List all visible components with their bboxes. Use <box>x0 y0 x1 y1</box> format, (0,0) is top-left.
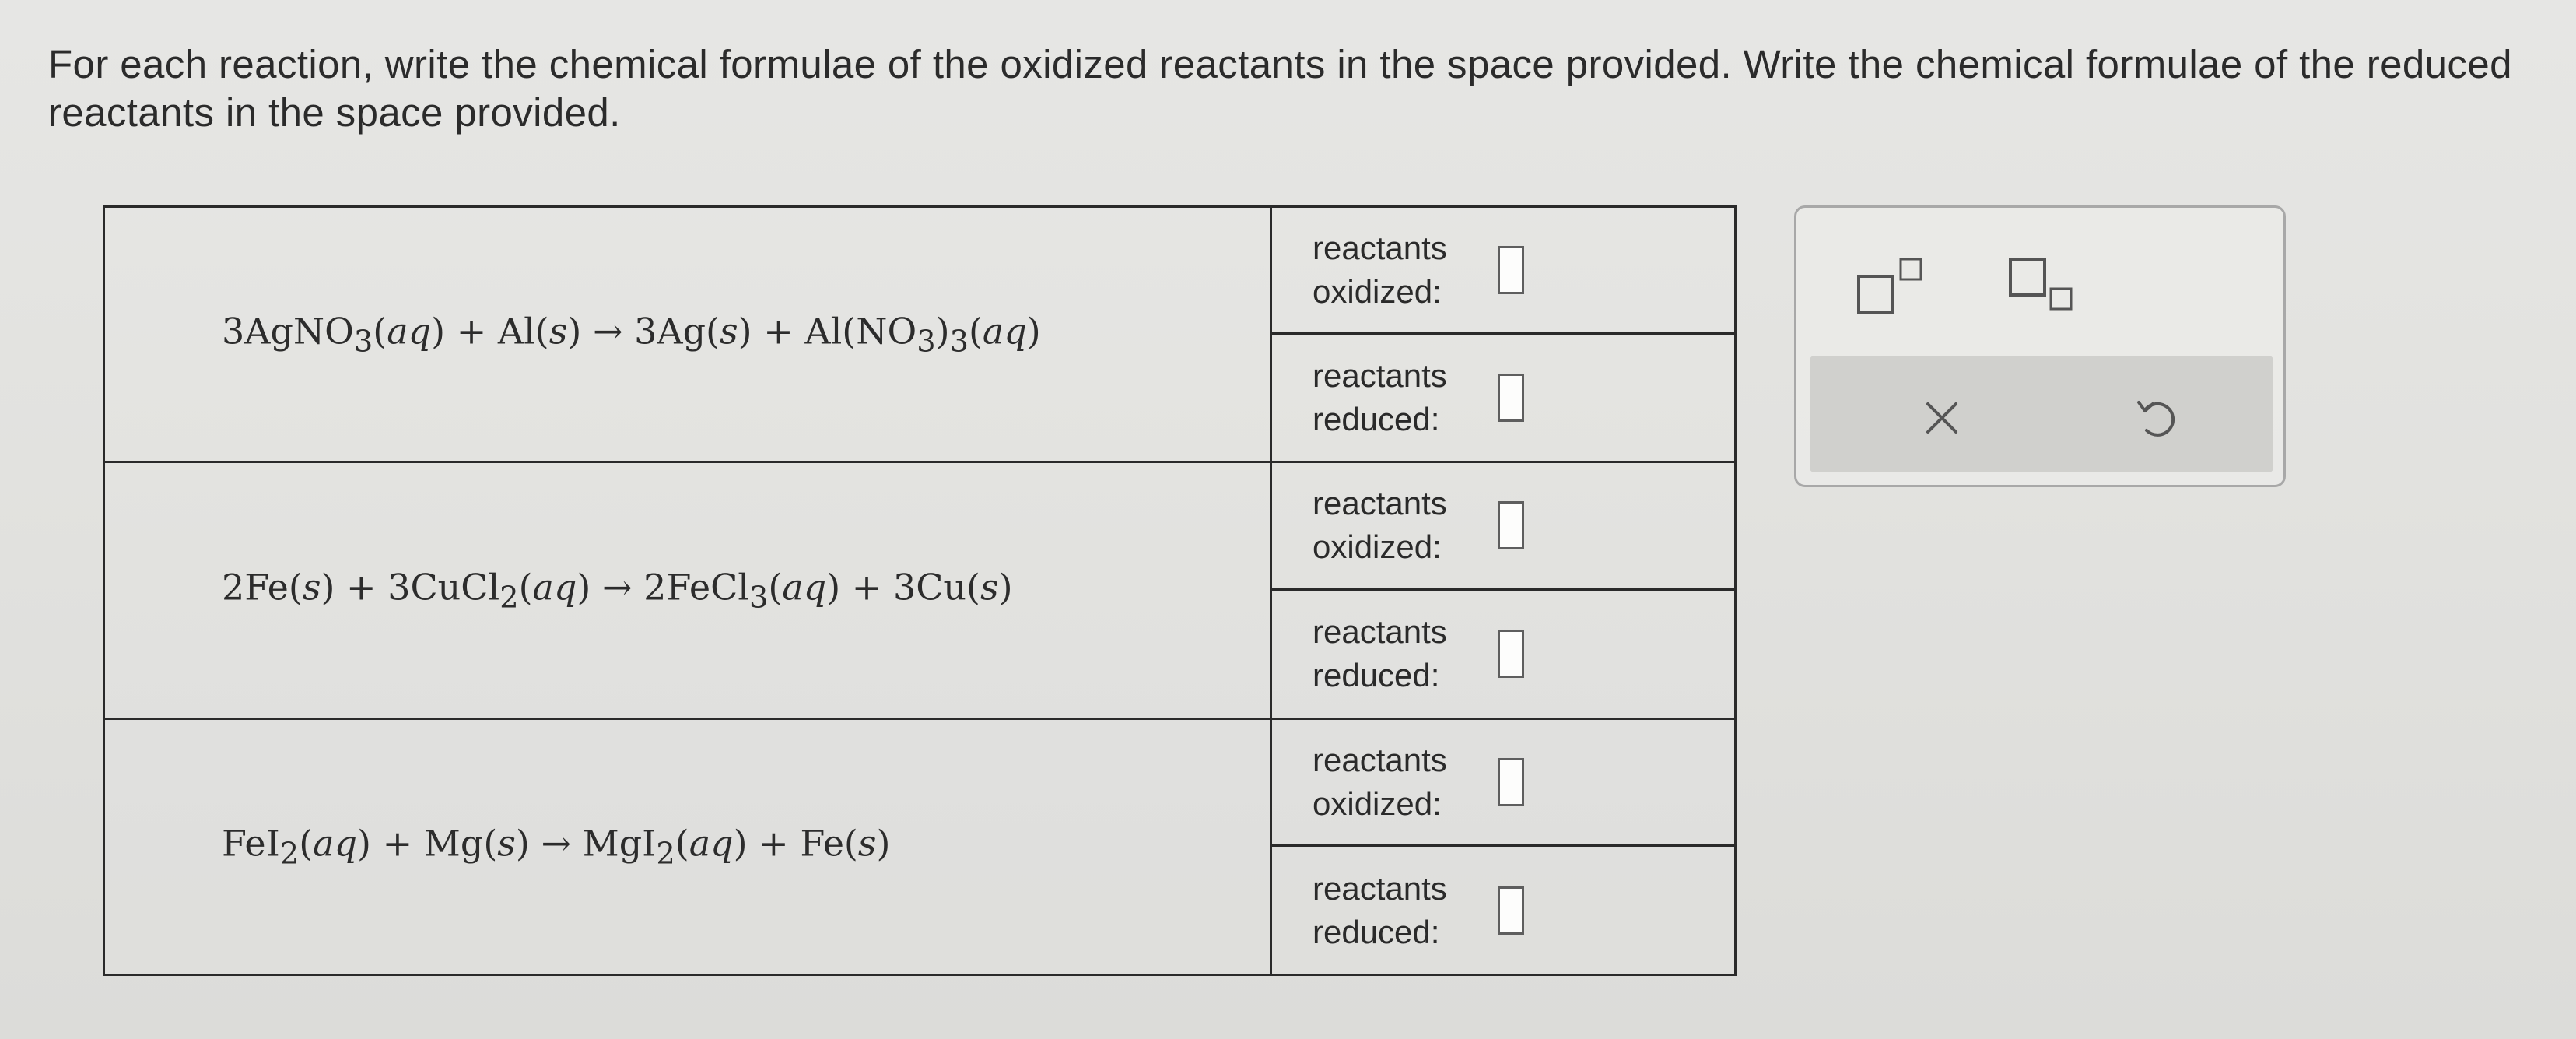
plus-sign: + <box>851 565 893 608</box>
reaction-arrow-icon: → <box>541 822 583 865</box>
equation-term: 3AgNO$_3$(aq) <box>222 309 446 360</box>
equation-cell <box>105 208 1272 461</box>
toolbar-actions <box>1810 356 2273 472</box>
reaction-2-equation <box>222 566 1013 615</box>
equation-term: FeI$_2$(aq) <box>222 822 371 872</box>
reaction-row-1 <box>105 208 1734 461</box>
oxidized-answer-cell <box>1272 208 1734 335</box>
reaction-1-reduced-input[interactable] <box>1498 374 1524 422</box>
subscript-button[interactable] <box>2003 254 2088 317</box>
oxidized-label: reactants oxidized: <box>1313 742 1447 822</box>
reduced-answer-cell <box>1272 847 1734 974</box>
reduced-answer-cell <box>1272 335 1734 462</box>
equation-term: 3CuCl$_2$(aq) <box>387 565 591 616</box>
reaction-1-oxidized-input[interactable] <box>1498 246 1524 294</box>
equation-term: Mg(s) <box>423 822 530 865</box>
close-icon <box>1911 387 1973 449</box>
superscript-button[interactable] <box>1851 254 1936 317</box>
superscript-icon <box>1851 254 1936 317</box>
reaction-row-3 <box>105 718 1734 974</box>
plus-sign: + <box>382 822 424 865</box>
plus-sign: + <box>759 822 801 865</box>
plus-sign: + <box>763 309 805 352</box>
oxidized-label: reactants oxidized: <box>1313 229 1447 310</box>
formula-toolbar <box>1794 205 2286 487</box>
plus-sign: + <box>346 565 388 608</box>
reaction-arrow-icon: → <box>592 309 635 352</box>
reaction-3-oxidized-input[interactable] <box>1498 758 1524 806</box>
reaction-2-oxidized-input[interactable] <box>1498 501 1524 549</box>
clear-button[interactable] <box>1911 387 1973 449</box>
equation-term: $Al(NO_3)_3(aq)$ <box>804 309 1041 360</box>
reaction-2-reduced-input[interactable] <box>1498 630 1524 678</box>
reduced-label: reactants reduced: <box>1313 869 1447 950</box>
equation-cell <box>105 463 1272 718</box>
reduced-label: reactants reduced: <box>1313 613 1447 694</box>
equation-term: 3Ag(s) <box>634 309 752 352</box>
equation-term: 2Fe(s) <box>222 565 335 608</box>
reaction-1-equation <box>222 310 1041 359</box>
reduced-label: reactants reduced: <box>1313 356 1447 437</box>
oxidized-answer-cell <box>1272 463 1734 591</box>
reaction-3-equation <box>222 822 890 871</box>
equation-term: 3Cu(s) <box>892 565 1013 608</box>
equation-term: Al(s) <box>497 309 582 352</box>
reaction-arrow-icon: → <box>602 565 644 608</box>
reaction-table <box>103 205 1737 976</box>
reduced-answer-cell <box>1272 591 1734 718</box>
plus-sign: + <box>456 309 498 352</box>
oxidized-answer-cell <box>1272 720 1734 847</box>
equation-term: 2FeCl$_3$(aq) <box>643 565 841 616</box>
oxidized-label: reactants oxidized: <box>1313 485 1447 566</box>
reaction-row-2 <box>105 461 1734 718</box>
instructions-text: For each reaction, write the chemical formulae of the oxidized reactants in the space provided. Write the chemical formulae of the reduced reactants in the space provided. <box>48 42 2512 135</box>
equation-term: Fe(s) <box>800 822 891 865</box>
subscript-icon <box>2003 254 2088 317</box>
equation-term: MgI$_2$(aq) <box>582 822 748 872</box>
undo-button[interactable] <box>2125 387 2187 449</box>
reaction-3-reduced-input[interactable] <box>1498 886 1524 935</box>
undo-icon <box>2125 387 2187 449</box>
equation-cell <box>105 720 1272 974</box>
